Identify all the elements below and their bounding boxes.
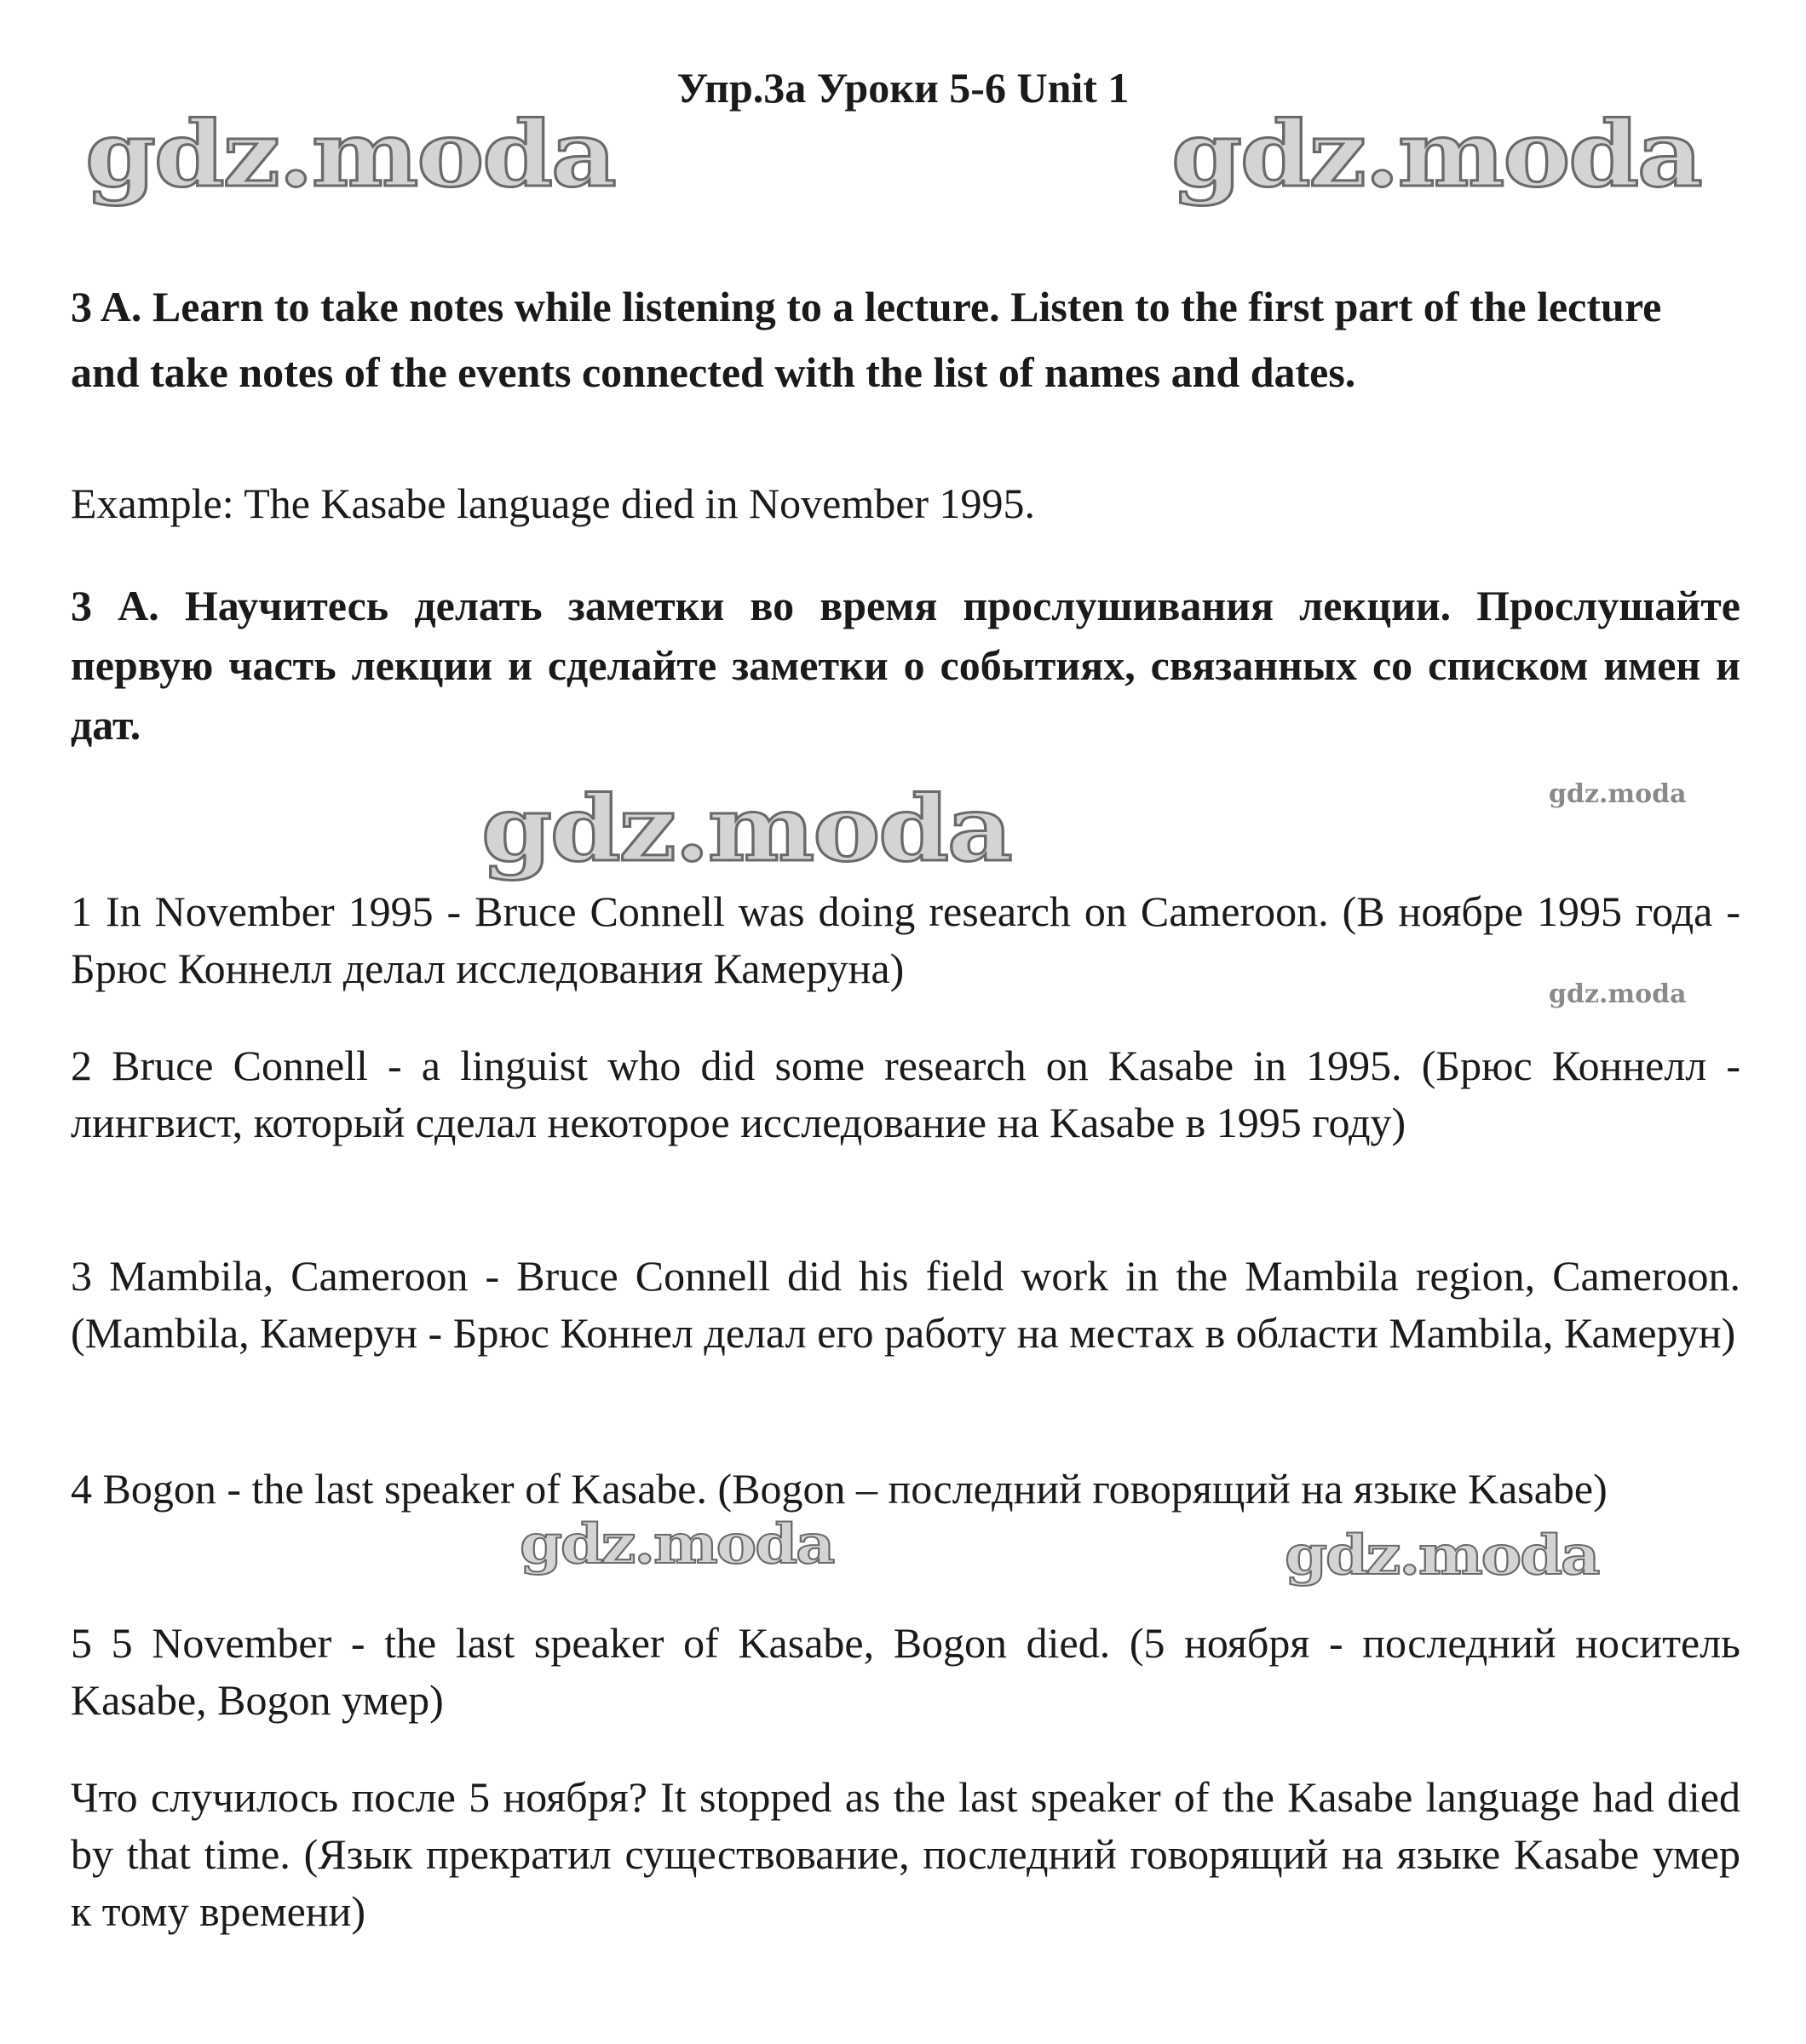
note-4: 4 Bogon - the last speaker of Kasabe. (Bogon – последний говорящий на языке Kasabe) — [71, 1465, 1608, 1513]
note-3: 3 Mambila, Cameroon - Bruce Connell did his field work in the Mambila region, Cameroon. (Mambila, Камерун - Брюс Коннел делал его работу на местах в области Mambila, Камерун) — [71, 1252, 1740, 1357]
task-example: Example: The Kasabe language died in November 1995. — [71, 479, 1036, 527]
page-title: Упр.3а Уроки 5-6 Unit 1 — [676, 64, 1130, 112]
note-6: Что случилось после 5 ноября? It stopped as the last speaker of the Kasabe language had died by that time. (Язык прекратил существование, последний говорящий на языке Kasabe умер к тому времени) — [71, 1773, 1740, 1935]
watermark-small-1: gdz.moda — [1549, 779, 1687, 809]
watermark-lower-left: gdz.moda — [520, 1513, 834, 1576]
note-2: 2 Bruce Connell - a linguist who did some research on Kasabe in 1995. (Брюс Коннелл - лингвист, который сделал некоторое исследование на Kasabe в 1995 году) — [71, 1042, 1740, 1146]
watermark-top-left: gdz.moda — [85, 100, 615, 207]
note-1: 1 In November 1995 - Bruce Connell was doing research on Cameroon. (В ноябре 1995 года - Брюс Коннелл делал исследования Камеруна) — [71, 887, 1740, 992]
note-5: 5 5 November - the last speaker of Kasabe, Bogon died. (5 ноября - последний носитель Kasabe, Bogon умер) — [71, 1619, 1740, 1724]
task-russian: 3 А. Научитесь делать заметки во время прослушивания лекции. Прослушайте первую часть лекции и сделайте заметки о событиях, связанных со списком имен и дат. — [71, 582, 1740, 749]
watermark-lower-right: gdz.moda — [1285, 1524, 1599, 1588]
watermark-top-right: gdz.moda — [1171, 100, 1701, 207]
watermark-middle: gdz.moda — [481, 775, 1011, 881]
task-english: 3 A. Learn to take notes while listening to a lecture. Listen to the first part of the lecture and take notes of the events connected with the list of names and dates. — [71, 283, 1662, 396]
watermark-small-2: gdz.moda — [1549, 979, 1687, 1009]
